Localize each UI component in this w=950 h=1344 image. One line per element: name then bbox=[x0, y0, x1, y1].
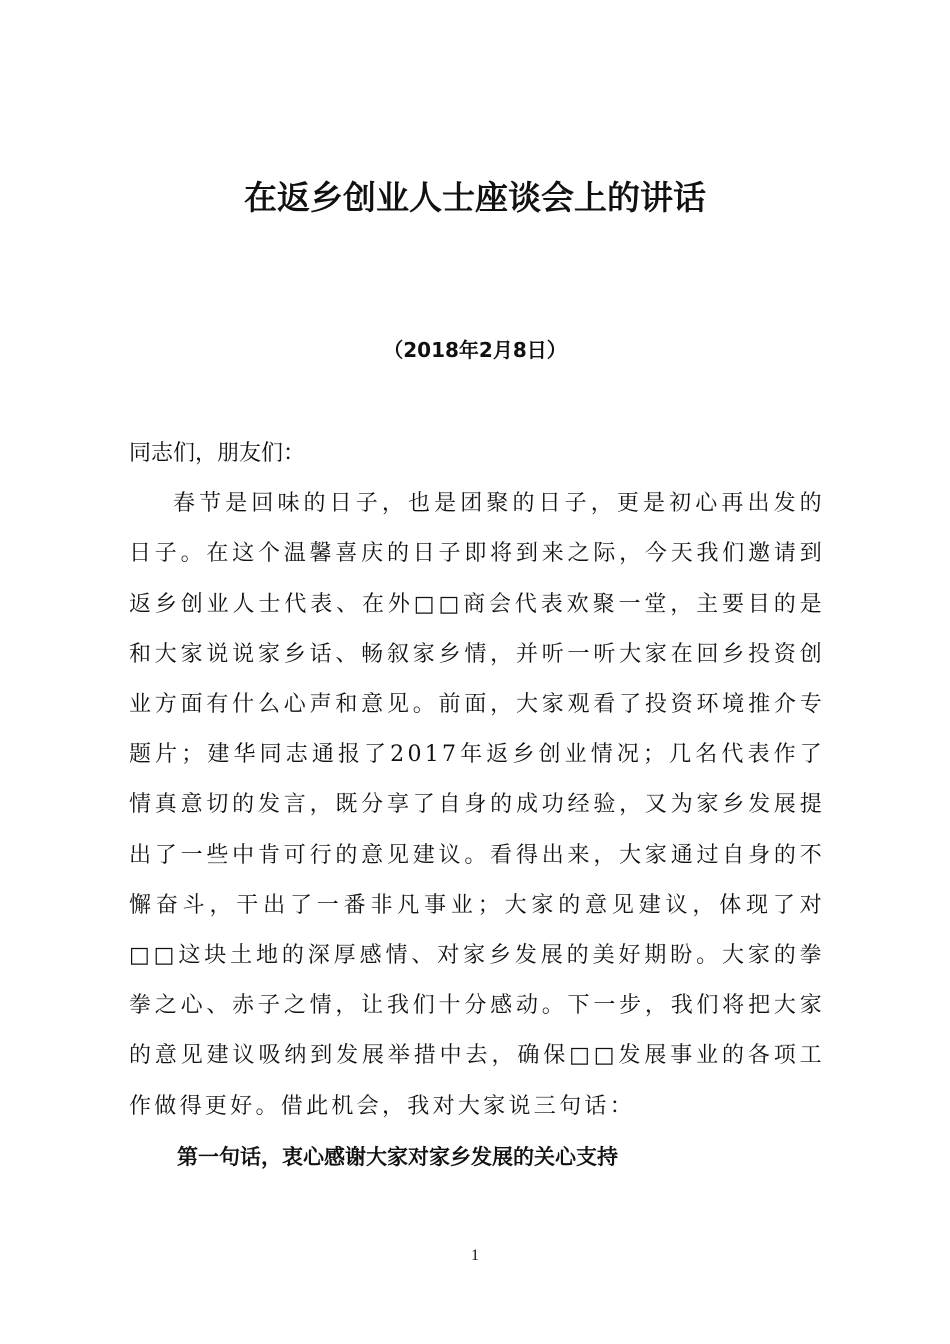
body-paragraph: 春节是回味的日子，也是团聚的日子，更是初心再出发的日子。在这个温馨喜庆的日子即将到来之际，今天我们邀请到返乡创业人士代表、在外□□商会代表欢聚一堂，主要目的是和大家说说家乡话、畅叙家乡情，并听一听大家在回乡投资创业方面有什么心声和意见。前面，大家观看了投资环境推介专题片；建华同志通报了2017年返乡创业情况；几名代表作了情真意切的发言，既分享了自身的成功经验，又为家乡发展提出了一些中肯可行的意见建议。看得出来，大家通过自身的不懈奋斗，干出了一番非凡事业；大家的意见建议，体现了对□□这块土地的深厚感情、对家乡发展的美好期盼。大家的拳拳之心、赤子之情，让我们十分感动。下一步，我们将把大家的意见建议吸纳到发展举措中去，确保□□发展事业的各项工作做得更好。借此机会，我对大家说三句话： bbox=[129, 491, 825, 1119]
page-number: 1 bbox=[471, 1247, 479, 1264]
document-body bbox=[129, 429, 825, 1182]
greeting: 同志们，朋友们： bbox=[129, 441, 306, 466]
document-title: 在返乡创业人士座谈会上的讲话 bbox=[244, 178, 706, 217]
section-heading: 第一句话，衷心感谢大家对家乡发展的关心支持 bbox=[177, 1144, 618, 1169]
speech-date: （2018年2月8日） bbox=[383, 338, 567, 362]
